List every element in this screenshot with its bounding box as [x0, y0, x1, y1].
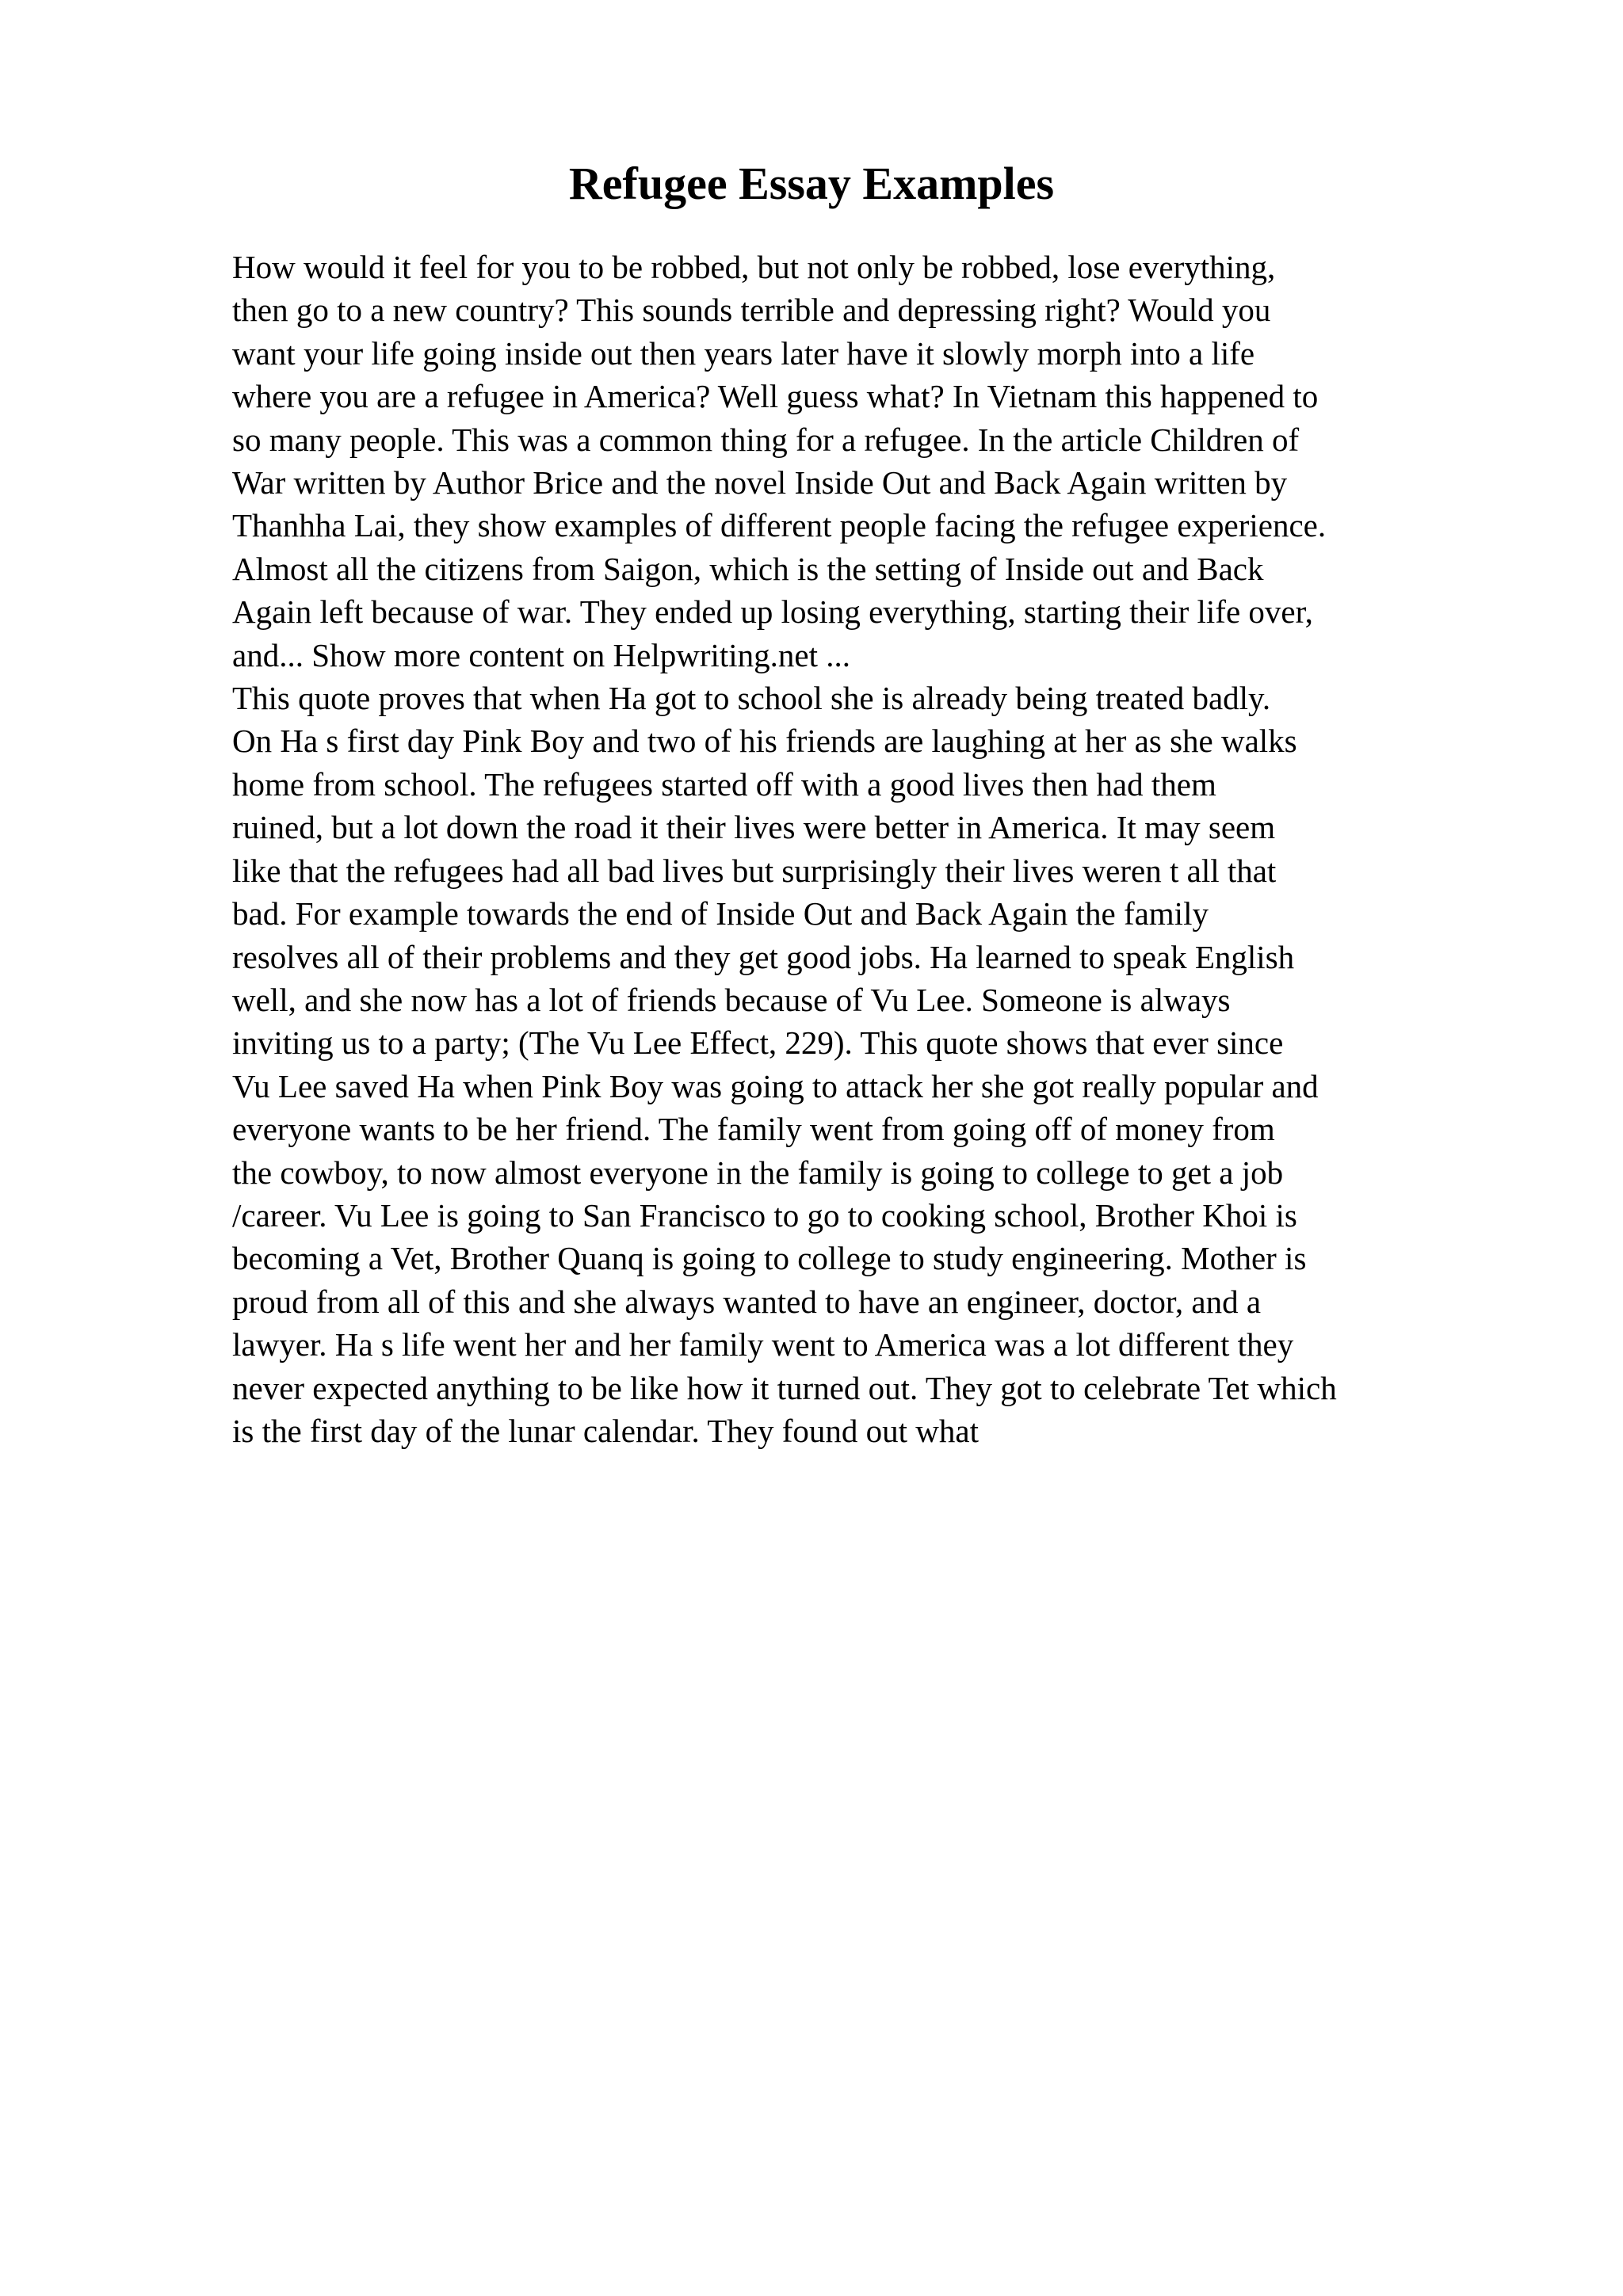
body-line: then go to a new country? This sounds terrible and depressing right? Would you [232, 292, 1271, 329]
body-line: home from school. The refugees started off with a good lives then had them [232, 765, 1216, 803]
body-line: becoming a Vet, Brother Quanq is going to college to study engineering. Mother is [232, 1240, 1307, 1277]
body-line: inviting us to a party; (The Vu Lee Effect, 229). This quote shows that ever since [232, 1024, 1284, 1062]
body-line: Thanhha Lai, they show examples of different people facing the refugee experience. [232, 507, 1327, 544]
body-line: War written by Author Brice and the novel Inside Out and Back Again written by [232, 464, 1288, 502]
document-title: Refugee Essay Examples [568, 158, 1055, 209]
body-line: resolves all of their problems and they get good jobs. Ha learned to speak English [232, 938, 1295, 975]
body-line: Again left because of war. They ended up losing everything, starting their life over, [232, 593, 1313, 631]
body-line: /career. Vu Lee is going to San Francisco to go to cooking school, Brother Khoi is [232, 1196, 1297, 1234]
body-line: proud from all of this and she always wanted to have an engineer, doctor, and a [232, 1283, 1262, 1320]
body-line: Vu Lee saved Ha when Pink Boy was going to attack her she got really popular and [232, 1067, 1319, 1104]
body-line: ruined, but a lot down the road it their lives were better in America. It may seem [232, 809, 1276, 846]
body-line: How would it feel for you to be robbed, but not only be robbed, lose everything, [232, 249, 1276, 285]
body-line: well, and she now has a lot of friends because of Vu Lee. Someone is always [232, 981, 1231, 1018]
body-line: This quote proves that when Ha got to school she is already being treated badly. [232, 680, 1271, 717]
body-line: where you are a refugee in America? Well guess what? In Vietnam this happened to [232, 378, 1319, 415]
body-line: and... Show more content on Helpwriting.net ... [232, 636, 851, 673]
document-body [232, 246, 1532, 1452]
body-line: is the first day of the lunar calendar. They found out what [232, 1412, 979, 1449]
body-line: Almost all the citizens from Saigon, which is the setting of Inside out and Back [232, 550, 1264, 587]
body-line: like that the refugees had all bad lives but surprisingly their lives weren t all that [232, 852, 1277, 889]
body-line: On Ha s first day Pink Boy and two of his friends are laughing at her as she walks [232, 723, 1297, 760]
body-line: lawyer. Ha s life went her and her family went to America was a lot different they [232, 1326, 1294, 1363]
body-line: want your life going inside out then years later have it slowly morph into a life [232, 334, 1255, 372]
body-line: so many people. This was a common thing for a refugee. In the article Children of [232, 421, 1300, 458]
body-line: never expected anything to be like how it turned out. They got to celebrate Tet which [232, 1369, 1337, 1406]
body-line: everyone wants to be her friend. The family went from going off of money from [232, 1111, 1275, 1148]
body-line: the cowboy, to now almost everyone in the family is going to college to get a job [232, 1154, 1284, 1191]
body-line: bad. For example towards the end of Inside Out and Back Again the family [232, 895, 1209, 933]
